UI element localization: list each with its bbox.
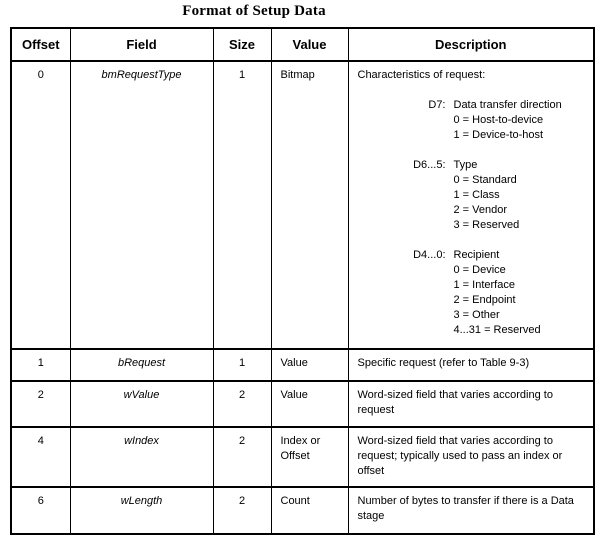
bit-text: 0 = Host-to-device xyxy=(453,114,544,126)
table-row-brequest xyxy=(11,349,594,381)
description-cell: Number of bytes to transfer if there is a Data stage xyxy=(348,487,594,534)
bit-group-d7 xyxy=(358,98,580,143)
bit-text: 2 = Endpoint xyxy=(453,294,516,306)
header-row xyxy=(11,28,594,61)
bit-line xyxy=(358,98,580,113)
col-header-description: Description xyxy=(348,28,594,61)
bit-text: Data transfer direction xyxy=(453,99,562,111)
bit-text: 1 = Interface xyxy=(453,279,515,291)
table-row-wlength xyxy=(11,487,594,534)
bit-label xyxy=(358,113,446,128)
bit-label xyxy=(358,263,446,278)
bit-line xyxy=(358,113,580,128)
col-header-offset: Offset xyxy=(11,28,70,61)
size-cell: 2 xyxy=(213,487,271,534)
bit-text: 2 = Vendor xyxy=(453,204,508,216)
bit-label: D4...0: xyxy=(413,249,446,261)
field-cell: bRequest xyxy=(70,349,213,381)
value-cell: Value xyxy=(271,381,348,427)
field-cell: bmRequestType xyxy=(70,61,213,349)
bit-line xyxy=(358,263,580,278)
offset-cell: 1 xyxy=(11,349,70,381)
value-cell: Bitmap xyxy=(271,61,348,349)
description-cell: Specific request (refer to Table 9-3) xyxy=(348,349,594,381)
value-cell: Count xyxy=(271,487,348,534)
field-cell: wLength xyxy=(70,487,213,534)
description-intro: Characteristics of request: xyxy=(357,69,486,81)
field-cell: wIndex xyxy=(70,427,213,487)
bit-line xyxy=(358,203,580,218)
bit-label xyxy=(358,323,446,338)
description-cell: Word-sized field that varies according to request; typically used to pass an index or offset xyxy=(348,427,594,487)
bit-line xyxy=(358,128,580,143)
bit-label xyxy=(358,173,446,188)
bit-line xyxy=(358,293,580,308)
bit-line xyxy=(358,173,580,188)
bit-label: D6...5: xyxy=(413,159,446,171)
col-header-field: Field xyxy=(70,28,213,61)
bit-text: 0 = Standard xyxy=(453,174,517,186)
table-title: Format of Setup Data xyxy=(182,3,326,19)
size-cell: 1 xyxy=(213,349,271,381)
bit-group-d6-5 xyxy=(358,158,580,233)
size-cell: 2 xyxy=(213,427,271,487)
offset-cell: 6 xyxy=(11,487,70,534)
bit-line xyxy=(358,308,580,323)
bit-label xyxy=(358,218,446,233)
bit-label xyxy=(358,293,446,308)
bit-line xyxy=(358,158,580,173)
size-cell: 1 xyxy=(213,61,271,349)
value-cell: Value xyxy=(271,349,348,381)
bit-label xyxy=(358,128,446,143)
field-cell: wValue xyxy=(70,381,213,427)
table-row-windex xyxy=(11,427,594,487)
bit-text: Recipient xyxy=(453,249,500,261)
bit-label xyxy=(358,203,446,218)
bit-label xyxy=(358,308,446,323)
offset-cell: 0 xyxy=(11,61,70,349)
description-cell: Word-sized field that varies according to request xyxy=(348,381,594,427)
bit-group-d4-0 xyxy=(358,248,580,338)
bit-label xyxy=(358,188,446,203)
bit-line xyxy=(358,188,580,203)
bit-text: Type xyxy=(453,159,478,171)
bit-text: 1 = Class xyxy=(453,189,500,201)
bit-text: 3 = Reserved xyxy=(453,219,520,231)
col-header-value: Value xyxy=(271,28,348,61)
setup-data-table xyxy=(10,27,595,535)
bit-line xyxy=(358,248,580,263)
col-header-size: Size xyxy=(213,28,271,61)
description-cell xyxy=(348,61,594,349)
value-cell: Index or Offset xyxy=(271,427,348,487)
bit-label xyxy=(358,278,446,293)
offset-cell: 4 xyxy=(11,427,70,487)
offset-cell: 2 xyxy=(11,381,70,427)
bit-text: 1 = Device-to-host xyxy=(453,129,544,141)
bit-line xyxy=(358,278,580,293)
size-cell: 2 xyxy=(213,381,271,427)
bit-line xyxy=(358,218,580,233)
bit-text: 0 = Device xyxy=(453,264,506,276)
bit-text: 4...31 = Reserved xyxy=(453,324,541,336)
bit-text: 3 = Other xyxy=(453,309,500,321)
bit-line xyxy=(358,323,580,338)
table-row-bmrequesttype xyxy=(11,61,594,349)
table-row-wvalue xyxy=(11,381,594,427)
bit-label: D7: xyxy=(428,99,446,111)
